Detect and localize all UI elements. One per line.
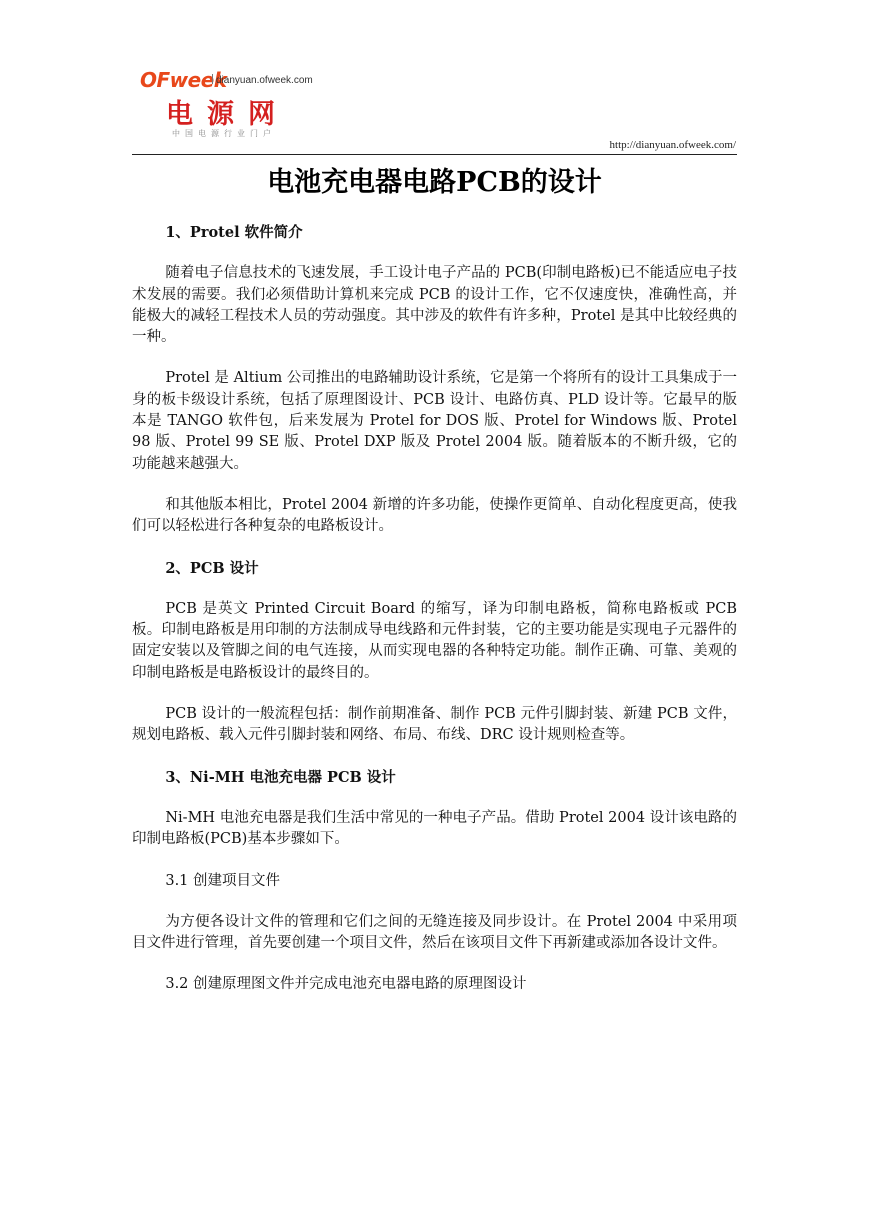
paragraph: 和其他版本相比，Protel 2004 新增的许多功能，使操作更简单、自动化程度更高，使我们可以轻松进行各种复杂的电路板设计。 (132, 496, 737, 535)
logo-brand: OFweek (140, 68, 227, 92)
paragraph: 为方便各设计文件的管理和它们之间的无缝连接及同步设计。在 Protel 2004 中采用项目文件进行管理，首先要创建一个项目文件，然后在该项目文件下再新建或添加各设计文件。 (132, 913, 737, 952)
site-logo[interactable] (140, 68, 330, 144)
section-heading: 3、Ni-MH 电池充电器 PCB 设计 (165, 768, 396, 786)
paragraph: Protel 是 Altium 公司推出的电路辅助设计系统，它是第一个将所有的设计工具集成于一身的板卡级设计系统，包括了原理图设计、PCB 设计、电路仿真、PLD 设计等。它最早的版本是 TANGO 软件包，后来发展为 Protel for DOS 版、Protel for Windows 版、Protel 98 版、Protel 99 SE 版、Protel DXP 版及 Protel 2004 版。随着版本的不断升级，它的功能越来越强大。 (132, 370, 737, 472)
subsection-heading: 3.1 创建项目文件 (165, 872, 281, 889)
section-heading: 2、PCB 设计 (165, 559, 259, 577)
logo-domain: dianyuan.ofweek.com (212, 74, 313, 86)
header-divider (132, 154, 737, 155)
section-heading: 1、Protel 软件简介 (165, 224, 303, 241)
page-title: 电池充电器电路PCB的设计 (267, 167, 602, 198)
header-url[interactable]: http://dianyuan.ofweek.com/ (609, 139, 736, 151)
paragraph: PCB 是英文 Printed Circuit Board 的缩写，译为印制电路板，简称电路板或 PCB 板。印制电路板是用印制的方法制成导电线路和元件封装，它的主要功能是实现电子元器件的固定安装以及管脚之间的电气连接，从而实现电器的各种特定功能。制作正确、可靠、美观的印制电路板是电路板设计的最终目的。 (132, 600, 737, 681)
logo-sub-text: 中国电源行业门户 (172, 129, 276, 138)
logo-main-text: 电源网 (166, 99, 289, 130)
paragraph: PCB 设计的一般流程包括：制作前期准备、制作 PCB 元件引脚封装、新建 PCB 文件，规划电路板、载入元件引脚封装和网络、布局、布线、DRC 设计规则检查等。 (132, 706, 737, 744)
paragraph: Ni-MH 电池充电器是我们生活中常见的一种电子产品。借助 Protel 2004 设计该电路的印制电路板(PCB)基本步骤如下。 (132, 809, 737, 848)
paragraph: 随着电子信息技术的飞速发展，手工设计电子产品的 PCB(印制电路板)已不能适应电子技术发展的需要。我们必须借助计算机来完成 PCB 的设计工作，它不仅速度快，准确性高，并能极大的减轻工程技术人员的劳动强度。其中涉及的软件有许多种，Protel 是其中比较经典的一种。 (132, 265, 737, 346)
subsection-heading: 3.2 创建原理图文件并完成电池充电器电路的原理图设计 (165, 976, 527, 993)
article-body (132, 222, 737, 1016)
